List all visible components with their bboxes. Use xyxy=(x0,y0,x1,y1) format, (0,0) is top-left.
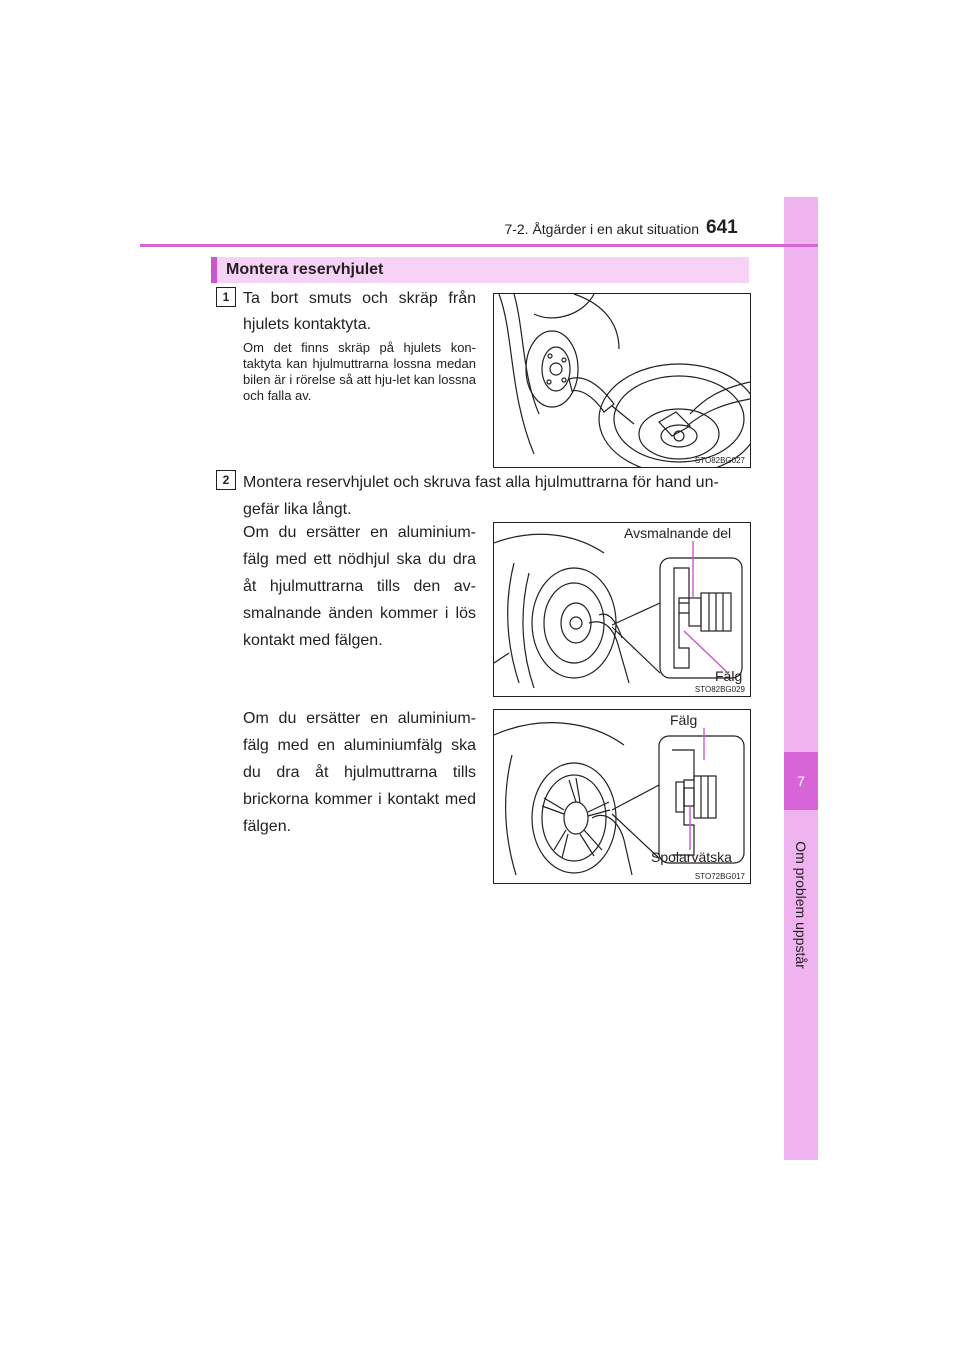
emergency-wheel-illustration xyxy=(494,523,750,696)
chapter-title: Om problem uppstår xyxy=(793,841,809,969)
header-rule xyxy=(140,244,818,247)
callout-rim-b: Fälg xyxy=(670,712,698,728)
figure-code: STO72BG017 xyxy=(694,872,745,881)
step-2-text: Montera reservhjulet och skruva fast alla hjulmuttrarna för hand un-gefär lika långt. xyxy=(243,474,719,518)
callout-washer: Spolarvätska xyxy=(651,849,732,865)
header-section-title: 7-2. Åtgärder i en akut situation xyxy=(504,221,699,237)
page-number: 641 xyxy=(706,217,738,238)
section-title: Montera reservhjulet xyxy=(226,261,384,278)
section-accent xyxy=(211,257,217,283)
callout-tapered-part: Avsmalnande del xyxy=(624,525,732,541)
step-2-sub-b: Om du ersätter en aluminium-fälg med en aluminiumfälg ska du dra åt hjulmuttrarna tills brickorna kommer i kontakt med fälgen. xyxy=(243,710,476,835)
clean-hub-illustration xyxy=(494,294,750,467)
step-1-text: Ta bort smuts och skräp från hjulets kontaktyta. xyxy=(243,290,476,333)
figure-code: STO82BG027 xyxy=(694,456,745,465)
step-2-sub-a: Om du ersätter en aluminium-fälg med ett nödhjul ska du dra åt hjulmuttrarna tills den av-smalnande änden kommer i lös kontakt med fälgen. xyxy=(243,524,476,649)
section-heading-bar xyxy=(211,257,749,283)
chapter-number: 7 xyxy=(784,752,818,810)
figure-emergency-wheel xyxy=(493,522,751,697)
step-1-note: Om det finns skräp på hjulets kon-taktyta kan hjulmuttrarna lossna medan bilen är i rörelse så att hju-let kan lossna och falla av. xyxy=(243,340,476,403)
chapter-side-tab xyxy=(784,197,818,1160)
step-2-number: 2 xyxy=(216,470,236,490)
figure-clean-hub xyxy=(493,293,751,468)
figure-aluminium-wheel xyxy=(493,709,751,884)
figure-code: STO82BG029 xyxy=(694,685,745,694)
callout-rim-a: Fälg xyxy=(715,668,743,684)
step-1-number: 1 xyxy=(216,287,236,307)
